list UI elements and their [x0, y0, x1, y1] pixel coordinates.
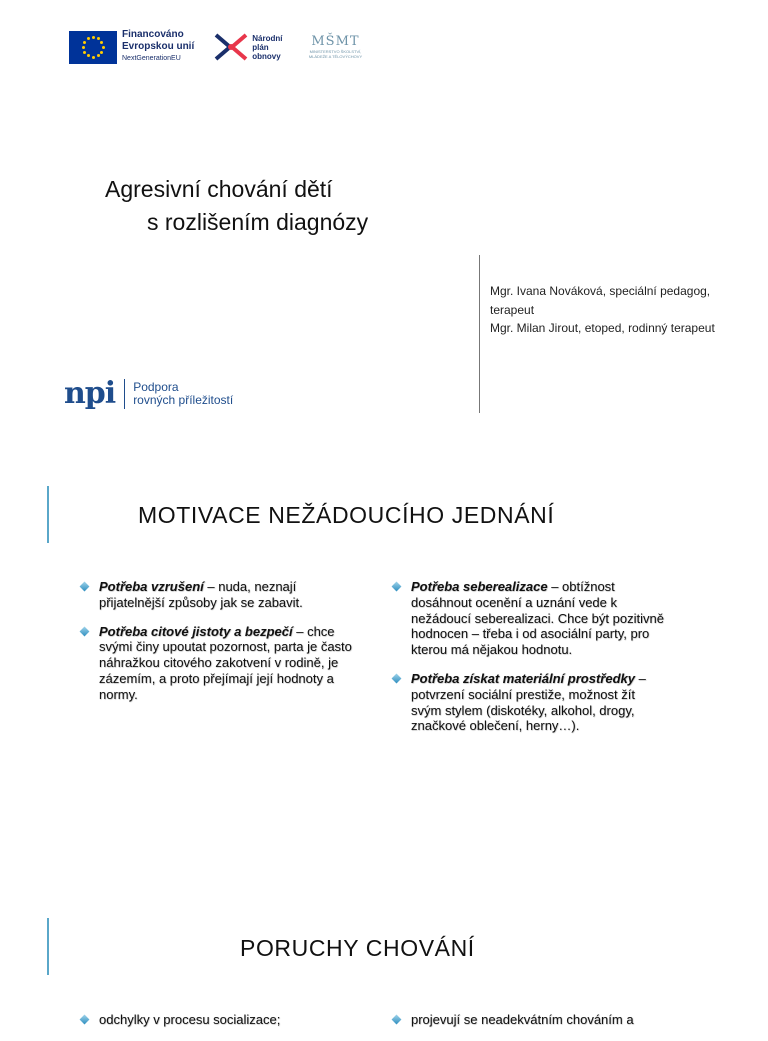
bullet-text: – chce svými činy upoutat pozornost, parta je často náhražkou citového zakotvení v rodině, je zázemím, a proto přejímají její hodnoty a normy. — [99, 623, 352, 702]
bullet-text: projevují se neadekvátním chováním a — [411, 1012, 634, 1027]
bullet-text: – obtížnost dosáhnout ocenění a uznání vede k nežádoucí seberealizaci. Chce být pozitivně hodnocen – třeba i od asociální party, pro kterou má nějakou hodnotu. — [411, 579, 664, 658]
section1-title: MOTIVACE NEŽÁDOUCÍHO JEDNÁNÍ — [138, 502, 555, 528]
npo-logo — [214, 31, 282, 63]
npo-line1: Národní — [252, 33, 283, 43]
npo-line3: obnovy — [252, 51, 281, 61]
npi-divider — [124, 379, 125, 409]
section2-left-column — [79, 1012, 359, 1041]
bullet-diamond-icon — [80, 626, 90, 636]
bullet-diamond-icon — [392, 674, 402, 684]
eu-line3: NextGenerationEU — [122, 55, 181, 62]
eu-star-icon — [92, 36, 95, 39]
npi-logo — [64, 376, 234, 411]
eu-star-icon — [92, 56, 95, 59]
bullet-bold-text: Potřeba vzrušení — [99, 579, 204, 594]
author-line2: terapeut — [490, 302, 535, 317]
section1-left-column — [79, 579, 359, 716]
eu-star-icon — [82, 46, 85, 49]
section1-accent-bar — [47, 486, 49, 543]
bullet-diamond-icon — [392, 582, 402, 592]
eu-line2: Evropskou unií — [122, 41, 195, 52]
eu-star-icon — [100, 51, 103, 54]
eu-funding-label — [122, 29, 194, 65]
msmt-mark: MŠMT — [311, 34, 360, 49]
npi-text — [133, 381, 233, 407]
list-item — [79, 579, 359, 611]
bullet-diamond-icon — [80, 1015, 90, 1025]
bullet-bold-text: Potřeba citové jistoty a bezpečí — [99, 623, 293, 639]
bullet-text: – potvrzení sociální prestiže, možnost žít svým stylem (diskotéky, alkohol, drogy, značkové oblečení, herny…). — [411, 670, 646, 734]
eu-star-icon — [97, 37, 100, 40]
vertical-divider — [479, 255, 480, 413]
msmt-logo — [300, 35, 370, 59]
list-item — [79, 1012, 359, 1028]
eu-star-icon — [83, 51, 86, 54]
msmt-small-text: MINISTERSTVO ŠKOLSTVÍ, MLÁDEŽE A TĚLOVÝCHOVY — [308, 49, 363, 59]
authors-block — [490, 282, 750, 338]
bullet-diamond-icon — [80, 582, 90, 592]
list-item — [391, 579, 667, 658]
npi-text-line2: rovných příležitostí — [133, 393, 234, 407]
section2-accent-bar — [47, 918, 49, 975]
bullet-bold-text: Potřeba seberealizace — [411, 579, 548, 594]
eu-flag-icon — [69, 31, 117, 64]
npi-text-line1: Podpora — [133, 380, 179, 394]
bullet-bold-text: Potřeba získat materiální prostředky — [411, 670, 635, 686]
npo-line2: plán — [252, 42, 269, 52]
page-title-line2: s rozlišením diagnózy — [147, 209, 369, 235]
eu-star-icon — [100, 41, 103, 44]
eu-star-icon — [87, 54, 90, 57]
author-line1: Mgr. Ivana Nováková, speciální pedagog, — [490, 284, 711, 298]
logo-strip — [69, 29, 370, 65]
page-title-line1: Agresivní chování dětí — [105, 176, 333, 202]
section2-right-column — [391, 1012, 667, 1041]
eu-star-icon — [83, 41, 86, 44]
section2-title: PORUCHY CHOVÁNÍ — [240, 935, 475, 961]
bullet-diamond-icon — [392, 1015, 402, 1025]
author-line3: Mgr. Milan Jirout, etoped, rodinný terapeut — [490, 321, 715, 335]
eu-star-icon — [102, 46, 105, 49]
npo-mark-icon — [214, 31, 248, 63]
list-item — [79, 624, 359, 703]
npi-mark: npi — [64, 376, 116, 411]
list-item — [391, 671, 667, 734]
eu-star-icon — [87, 37, 90, 40]
section1-right-column — [391, 579, 667, 747]
npo-text — [252, 34, 282, 61]
eu-star-icon — [97, 54, 100, 57]
list-item — [391, 1012, 667, 1028]
bullet-text: odchylky v procesu socializace; — [99, 1012, 281, 1027]
eu-line1: Financováno — [122, 29, 184, 40]
bullet-text: – nuda, neznají přijatelnější způsoby jak se zabavit. — [99, 579, 303, 610]
